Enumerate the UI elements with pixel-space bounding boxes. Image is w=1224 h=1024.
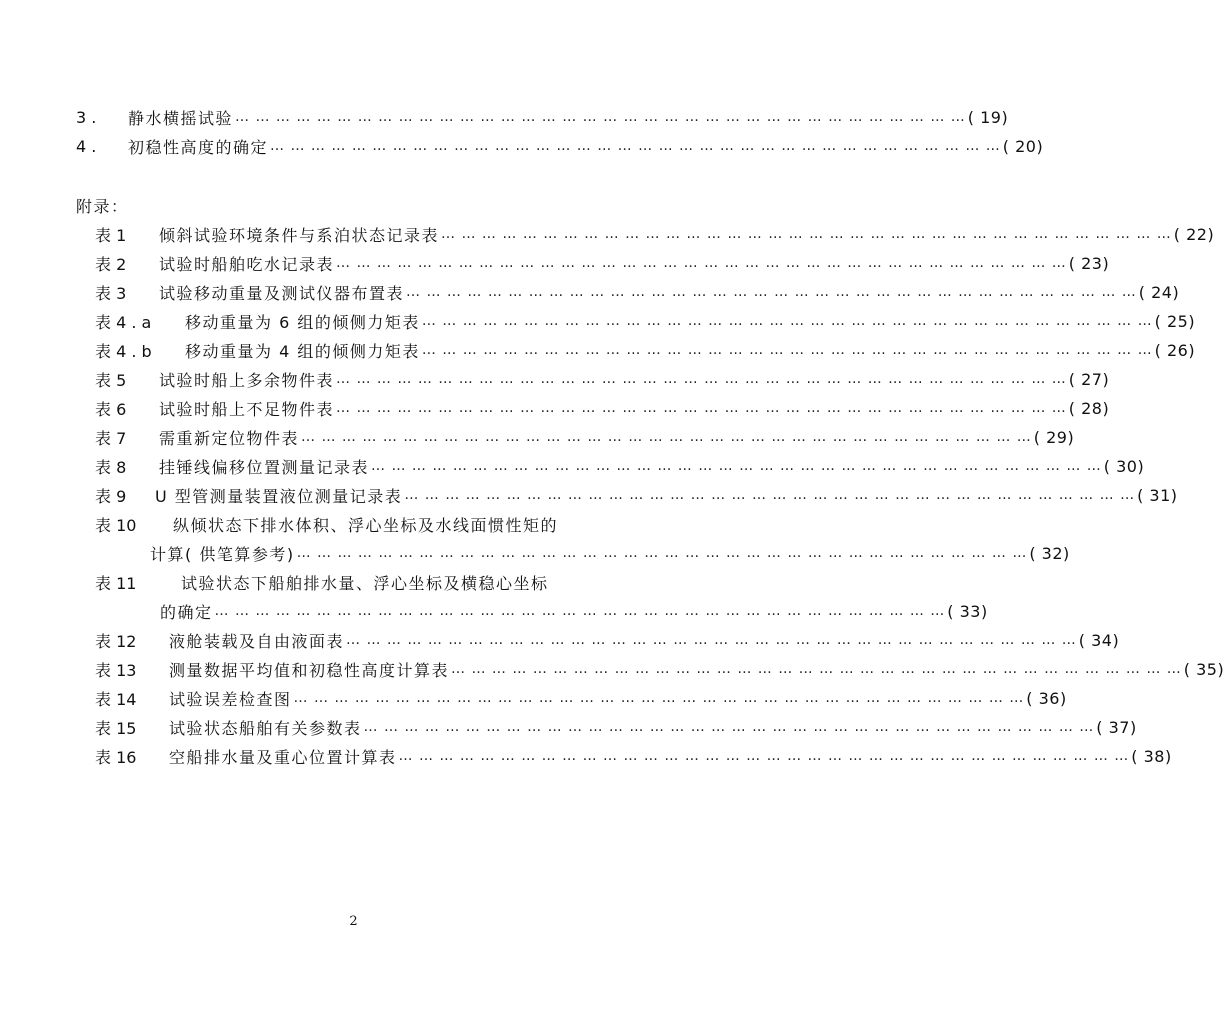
- toc-entry-table-4b[interactable]: [95, 337, 1196, 363]
- toc-page-ref: ( 22): [1173, 224, 1215, 244]
- toc-number: 表 10: [95, 515, 137, 535]
- dot-leader: … … … … … … … … … … … … … … … … … … … … … … … … … … … … … … … … … … … …: [346, 632, 1077, 648]
- toc-page-ref: ( 35): [1183, 659, 1224, 679]
- toc-number: 表 4 . b: [95, 341, 152, 361]
- dot-leader: … … … … … … … … … … … … … … … … … … … … … … … … … … … … … … … … … … … …: [336, 400, 1067, 416]
- toc-title: 试验状态下船舶排水量、浮心坐标及横稳心坐标: [181, 573, 549, 593]
- toc-page-ref: ( 19): [967, 107, 1009, 127]
- toc-entry-table-10-continued[interactable]: [150, 540, 1070, 566]
- toc-entry-table-15[interactable]: [95, 714, 1137, 740]
- toc-entry-table-2[interactable]: [95, 250, 1110, 276]
- toc-title: 试验时船上不足物件表: [159, 399, 335, 419]
- toc-title: 移动重量为 4 组的倾侧力矩表: [185, 341, 420, 361]
- toc-entry-table-3[interactable]: [95, 279, 1180, 305]
- toc-entry-table-10[interactable]: [95, 511, 638, 537]
- page-number: 2: [349, 914, 358, 929]
- toc-entry-table-4a[interactable]: [95, 308, 1196, 334]
- toc-page-ref: ( 36): [1026, 688, 1067, 708]
- toc-number: 表 6: [95, 399, 127, 419]
- toc-page-ref: ( 29): [1033, 427, 1075, 447]
- toc-entry-table-11[interactable]: [95, 569, 638, 595]
- toc-title: 移动重量为 6 组的倾侧力矩表: [185, 312, 420, 332]
- toc-number: 表 16: [95, 747, 137, 767]
- toc-entry-table-16[interactable]: [95, 743, 1172, 769]
- toc-page-ref: ( 37): [1096, 717, 1137, 737]
- toc-title: 试验移动重量及测试仪器布置表: [159, 283, 405, 303]
- toc-entry-table-8[interactable]: [95, 453, 1145, 479]
- toc-title: 需重新定位物件表: [159, 428, 300, 448]
- toc-number: 表 1: [95, 225, 127, 245]
- toc-entry-table-1[interactable]: [95, 221, 1215, 247]
- toc-number: 表 13: [95, 660, 137, 680]
- toc-title: 测量数据平均值和初稳性高度计算表: [169, 660, 450, 680]
- dot-leader: … … … … … … … … … … … … … … … … … … … … … … … … … … … … … … … … … … … …: [214, 603, 946, 619]
- toc-page-ref: ( 33): [947, 601, 988, 621]
- toc-page-ref: ( 28): [1068, 398, 1110, 418]
- toc-title: 倾斜试验环境条件与系泊状态记录表: [159, 225, 440, 245]
- toc-title: 静水横摇试验: [128, 108, 234, 128]
- toc-number: 表 2: [95, 254, 127, 274]
- toc-number: 4 .: [76, 136, 97, 156]
- dot-leader: … … … … … … … … … … … … … … … … … … … … … … … … … … … … … … … … … … … …: [404, 487, 1136, 503]
- toc-entry-table-14[interactable]: [95, 685, 1067, 711]
- dot-leader: … … … … … … … … … … … … … … … … … … … … … … … … … … … … … … … … … … … …: [235, 109, 966, 125]
- dot-leader: … … … … … … … … … … … … … … … … … … … … … … … … … … … … … … … … … … … …: [336, 371, 1067, 387]
- dot-leader: … … … … … … … … … … … … … … … … … … … … … … … … … … … … … … … … … … … …: [270, 138, 1001, 154]
- dot-leader: … … … … … … … … … … … … … … … … … … … … … … … … … … … … … … … … … … … …: [406, 284, 1137, 300]
- toc-number: 表 12: [95, 631, 137, 651]
- toc-entry-table-11-continued[interactable]: [160, 598, 988, 624]
- dot-leader: … … … … … … … … … … … … … … … … … … … … … … … … … … … … … … … … … … … …: [441, 226, 1172, 242]
- toc-number: 表 9: [95, 486, 127, 506]
- toc-number: 表 7: [95, 428, 127, 448]
- toc-title: U 型管测量装置液位测量记录表: [155, 486, 403, 506]
- toc-page-ref: ( 25): [1154, 311, 1196, 331]
- dot-leader: … … … … … … … … … … … … … … … … … … … … … … … … … … … … … … … … … … … …: [398, 748, 1130, 764]
- toc-page-ref: ( 31): [1137, 485, 1178, 505]
- toc-page-ref: ( 23): [1068, 253, 1110, 273]
- toc-number: 表 3: [95, 283, 127, 303]
- toc-title: 纵倾状态下排水体积、浮心坐标及水线面惯性矩的: [173, 515, 559, 535]
- dot-leader: … … … … … … … … … … … … … … … … … … … … … … … … … … … … … … … … … … … …: [421, 342, 1153, 358]
- toc-number: 表 14: [95, 689, 137, 709]
- toc-title: 初稳性高度的确定: [128, 137, 269, 157]
- toc-title: 液舱装载及自由液面表: [169, 631, 345, 651]
- toc-entry-section-3[interactable]: [76, 104, 1009, 130]
- toc-title: 试验时船上多余物件表: [159, 370, 335, 390]
- toc-number: 表 11: [95, 573, 137, 593]
- toc-number: 表 8: [95, 457, 127, 477]
- toc-title-continued: 计算( 供笔算参考): [150, 544, 295, 564]
- appendix-heading: 附录：: [76, 197, 129, 216]
- toc-number: 3 .: [76, 107, 97, 127]
- dot-leader: … … … … … … … … … … … … … … … … … … … … … … … … … … … … … … … … … … … …: [336, 255, 1067, 271]
- dot-leader: … … … … … … … … … … … … … … … … … … … … … … … … … … … … … … … … … … … …: [371, 458, 1102, 474]
- toc-page-ref: ( 27): [1068, 369, 1110, 389]
- toc-title: 挂锤线偏移位置测量记录表: [159, 457, 370, 477]
- dot-leader: … … … … … … … … … … … … … … … … … … … … … … … … … … … … … … … … … … … …: [293, 690, 1025, 706]
- toc-page-ref: ( 24): [1138, 282, 1180, 302]
- toc-entry-table-9[interactable]: [95, 482, 1178, 508]
- toc-entry-table-13[interactable]: [95, 656, 1224, 682]
- toc-title-continued: 的确定: [160, 602, 213, 622]
- toc-number: 表 5: [95, 370, 127, 390]
- toc-entry-section-4[interactable]: [76, 133, 1044, 159]
- toc-page-ref: ( 34): [1078, 630, 1120, 650]
- dot-leader: … … … … … … … … … … … … … … … … … … … … … … … … … … … … … … … … … … … …: [421, 313, 1153, 329]
- toc-page-ref: ( 26): [1154, 340, 1196, 360]
- toc-title: 试验时船舶吃水记录表: [159, 254, 335, 274]
- dot-leader: … … … … … … … … … … … … … … … … … … … … … … … … … … … … … … … … … … … …: [296, 545, 1028, 561]
- dot-leader: … … … … … … … … … … … … … … … … … … … … … … … … … … … … … … … … … … … …: [451, 661, 1182, 677]
- dot-leader: … … … … … … … … … … … … … … … … … … … … … … … … … … … … … … … … … … … …: [363, 719, 1095, 735]
- toc-title: 试验误差检查图: [169, 689, 292, 709]
- toc-entry-table-5[interactable]: [95, 366, 1110, 392]
- toc-entry-table-6[interactable]: [95, 395, 1110, 421]
- toc-entry-table-12[interactable]: [95, 627, 1120, 653]
- toc-page-ref: ( 32): [1029, 543, 1070, 563]
- toc-page-ref: ( 30): [1103, 456, 1145, 476]
- dot-leader: … … … … … … … … … … … … … … … … … … … … … … … … … … … … … … … … … … … …: [301, 429, 1032, 445]
- toc-title: 空船排水量及重心位置计算表: [169, 747, 397, 767]
- toc-number: 表 15: [95, 718, 137, 738]
- toc-entry-table-7[interactable]: [95, 424, 1075, 450]
- toc-number: 表 4 . a: [95, 312, 152, 332]
- toc-page-ref: ( 38): [1131, 746, 1172, 766]
- toc-title: 试验状态船舶有关参数表: [169, 718, 362, 738]
- toc-page-ref: ( 20): [1002, 136, 1044, 156]
